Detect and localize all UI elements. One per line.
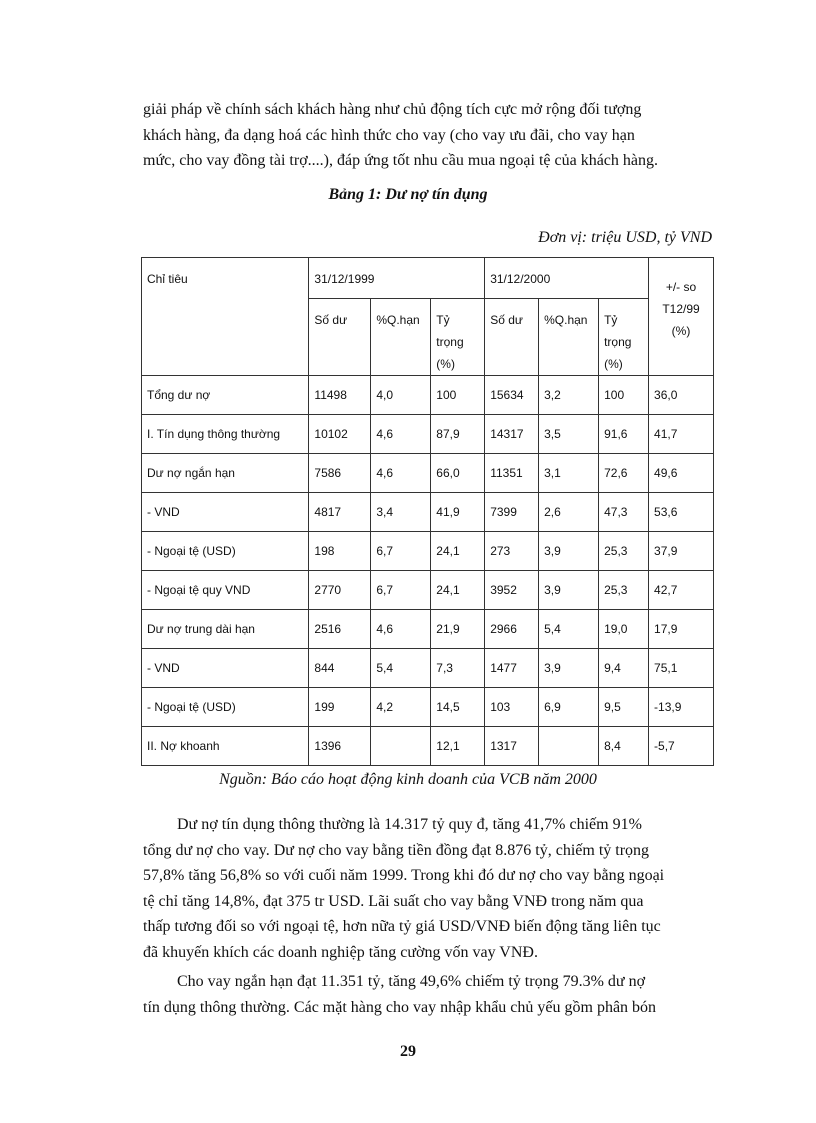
paragraph-line: tổng dư nợ cho vay. Dư nợ cho vay bằng tiền đồng đạt 8.876 tỷ, chiếm tỷ trọng xyxy=(143,841,650,859)
overdue-2000: 3,9 xyxy=(539,649,599,688)
change-pct: 49,6 xyxy=(649,454,714,493)
paragraph-line: thấp tương đối so với ngoại tệ, hơn nữa tỷ giá USD/VNĐ biến động tăng liên tục xyxy=(143,918,661,935)
share-2000: 72,6 xyxy=(599,454,649,493)
overdue-2000: 3,1 xyxy=(539,454,599,493)
row-label: - Ngoại tệ (USD) xyxy=(142,532,309,571)
share-2000: 8,4 xyxy=(599,727,649,766)
row-label: Tổng dư nợ xyxy=(142,376,309,415)
change-pct: 36,0 xyxy=(649,376,714,415)
table-row xyxy=(142,454,714,493)
row-label: - VND xyxy=(142,493,309,532)
intro-line: giải pháp về chính sách khách hàng như chủ động tích cực mở rộng đối tượng xyxy=(143,101,642,118)
share-1999: 87,9 xyxy=(431,415,485,454)
share-1999: 24,1 xyxy=(431,532,485,571)
indicator-header: Chỉ tiêu xyxy=(142,258,309,376)
intro-paragraph xyxy=(143,97,713,174)
row-label: - VND xyxy=(142,649,309,688)
balance-header: Số dư xyxy=(485,299,539,376)
balance-2000: 2966 xyxy=(485,610,539,649)
paragraph-line: đã khuyến khích các doanh nghiệp tăng cường vốn vay VNĐ. xyxy=(143,943,538,961)
overdue-1999: 4,6 xyxy=(371,454,431,493)
balance-1999: 10102 xyxy=(309,415,371,454)
table-row xyxy=(142,727,714,766)
overdue-1999: 4,6 xyxy=(371,610,431,649)
table-row xyxy=(142,649,714,688)
change-pct: -5,7 xyxy=(649,727,714,766)
share-1999: 7,3 xyxy=(431,649,485,688)
overdue-2000: 2,6 xyxy=(539,493,599,532)
row-label: Dư nợ trung dài hạn xyxy=(142,610,309,649)
overdue-header: %Q.hạn xyxy=(371,299,431,376)
change-pct: 42,7 xyxy=(649,571,714,610)
overdue-header: %Q.hạn xyxy=(539,299,599,376)
table-row xyxy=(142,493,714,532)
overdue-2000: 3,9 xyxy=(539,532,599,571)
row-label: Dư nợ ngắn hạn xyxy=(142,454,309,493)
overdue-2000: 3,5 xyxy=(539,415,599,454)
intro-line: mức, cho vay đồng tài trợ....), đáp ứng tốt nhu cầu mua ngoại tệ của khách hàng. xyxy=(143,152,658,169)
balance-header: Số dư xyxy=(309,299,371,376)
balance-2000: 15634 xyxy=(485,376,539,415)
table-row xyxy=(142,688,714,727)
share-2000: 25,3 xyxy=(599,571,649,610)
balance-2000: 273 xyxy=(485,532,539,571)
page-number: 29 xyxy=(400,1043,416,1060)
overdue-2000: 6,9 xyxy=(539,688,599,727)
overdue-1999: 4,2 xyxy=(371,688,431,727)
share-header: Tỷ trọng (%) xyxy=(431,299,485,376)
balance-1999: 11498 xyxy=(309,376,371,415)
share-1999: 66,0 xyxy=(431,454,485,493)
period-1999-header: 31/12/1999 xyxy=(309,258,485,299)
share-1999: 100 xyxy=(431,376,485,415)
change-header: +/- so T12/99 (%) xyxy=(649,258,714,376)
change-pct: 37,9 xyxy=(649,532,714,571)
paragraph-line: Cho vay ngắn hạn đạt 11.351 tỷ, tăng 49,6% chiếm tỷ trọng 79.3% dư nợ xyxy=(177,973,646,990)
share-2000: 9,5 xyxy=(599,688,649,727)
paragraph-line: Dư nợ tín dụng thông thường là 14.317 tỷ quy đ, tăng 41,7% chiếm 91% xyxy=(177,816,642,833)
share-1999: 21,9 xyxy=(431,610,485,649)
share-2000: 9,4 xyxy=(599,649,649,688)
balance-2000: 1477 xyxy=(485,649,539,688)
balance-2000: 7399 xyxy=(485,493,539,532)
change-pct: 17,9 xyxy=(649,610,714,649)
share-2000: 100 xyxy=(599,376,649,415)
header-row xyxy=(142,258,714,299)
body-paragraph xyxy=(143,969,713,1020)
paragraph-line: 57,8% tăng 56,8% so với cuối năm 1999. Trong khi đó dư nợ cho vay bằng ngoại xyxy=(143,867,665,884)
overdue-1999: 6,7 xyxy=(371,532,431,571)
balance-1999: 198 xyxy=(309,532,371,571)
balance-1999: 2516 xyxy=(309,610,371,649)
share-header: Tỷ trọng (%) xyxy=(599,299,649,376)
share-1999: 12,1 xyxy=(431,727,485,766)
balance-2000: 103 xyxy=(485,688,539,727)
balance-2000: 1317 xyxy=(485,727,539,766)
period-2000-header: 31/12/2000 xyxy=(485,258,649,299)
balance-2000: 14317 xyxy=(485,415,539,454)
change-pct: 75,1 xyxy=(649,649,714,688)
overdue-1999: 5,4 xyxy=(371,649,431,688)
table-row xyxy=(142,610,714,649)
share-2000: 47,3 xyxy=(599,493,649,532)
table-caption: Bảng 1: Dư nợ tín dụng xyxy=(328,186,488,203)
overdue-1999: 4,6 xyxy=(371,415,431,454)
share-1999: 14,5 xyxy=(431,688,485,727)
paragraph-line: tệ chỉ tăng 14,8%, đạt 375 tr USD. Lãi suất cho vay bằng VNĐ trong năm qua xyxy=(143,892,644,910)
row-label: I. Tín dụng thông thường xyxy=(142,415,309,454)
share-2000: 25,3 xyxy=(599,532,649,571)
overdue-2000: 3,2 xyxy=(539,376,599,415)
unit-note: Đơn vị: triệu USD, tỷ VND xyxy=(538,229,712,246)
table-row xyxy=(142,532,714,571)
balance-1999: 2770 xyxy=(309,571,371,610)
overdue-1999 xyxy=(371,727,431,766)
balance-1999: 1396 xyxy=(309,727,371,766)
overdue-2000: 5,4 xyxy=(539,610,599,649)
row-label: II. Nợ khoanh xyxy=(142,727,309,766)
share-2000: 19,0 xyxy=(599,610,649,649)
share-1999: 24,1 xyxy=(431,571,485,610)
change-pct: 41,7 xyxy=(649,415,714,454)
overdue-1999: 6,7 xyxy=(371,571,431,610)
row-label: - Ngoại tệ (USD) xyxy=(142,688,309,727)
balance-2000: 3952 xyxy=(485,571,539,610)
balance-2000: 11351 xyxy=(485,454,539,493)
body-paragraph xyxy=(143,812,713,965)
share-1999: 41,9 xyxy=(431,493,485,532)
change-pct: 53,6 xyxy=(649,493,714,532)
table-row xyxy=(142,571,714,610)
intro-line: khách hàng, đa dạng hoá các hình thức cho vay (cho vay ưu đãi, cho vay hạn xyxy=(143,126,635,144)
overdue-1999: 3,4 xyxy=(371,493,431,532)
row-label: - Ngoại tệ quy VND xyxy=(142,571,309,610)
balance-1999: 7586 xyxy=(309,454,371,493)
table-row xyxy=(142,376,714,415)
balance-1999: 4817 xyxy=(309,493,371,532)
paragraph-line: tín dụng thông thường. Các mặt hàng cho vay nhập khẩu chủ yếu gồm phân bón xyxy=(143,998,657,1016)
table-row xyxy=(142,415,714,454)
credit-debt-table xyxy=(141,257,714,766)
change-pct: -13,9 xyxy=(649,688,714,727)
balance-1999: 844 xyxy=(309,649,371,688)
balance-1999: 199 xyxy=(309,688,371,727)
source-note: Nguồn: Báo cáo hoạt động kinh doanh của VCB năm 2000 xyxy=(219,771,597,788)
overdue-2000 xyxy=(539,727,599,766)
overdue-2000: 3,9 xyxy=(539,571,599,610)
share-2000: 91,6 xyxy=(599,415,649,454)
overdue-1999: 4,0 xyxy=(371,376,431,415)
